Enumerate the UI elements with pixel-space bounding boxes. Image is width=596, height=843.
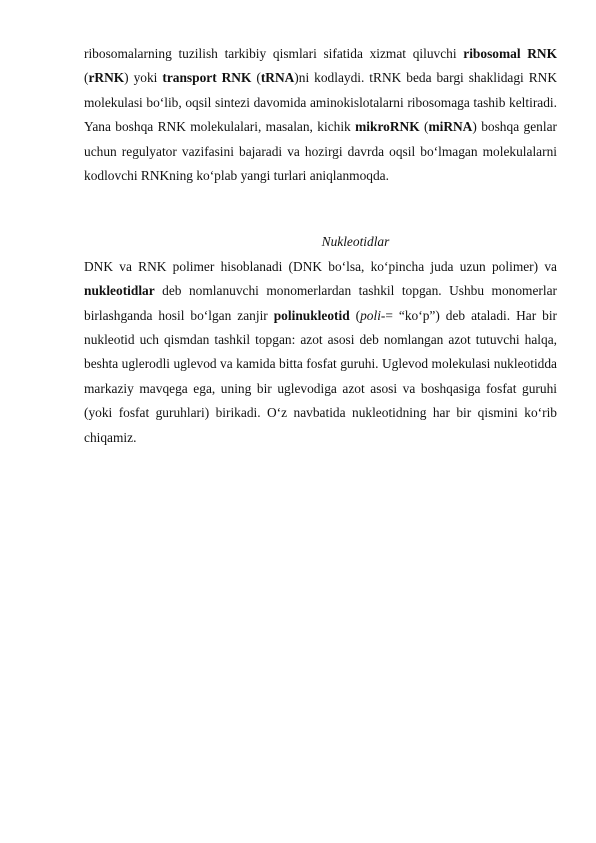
text-run: = “ko‘p”) deb ataladi. Har bir nukleotid uch qismdan tashkil topgan: azot asosi deb nomlangan azot tutuvchi halqa, beshta uglerodli uglevod va kamida bitta fosfat guruhi. Uglevod molekulasi nukleotidda markaziy mavqega ega, uning bir uglevodiga azot asosi va boshqasiga fosfat guruhi (yoki fosfat guruhlari) birikadi. O‘z navbatida nukleotidning har bir qismini ko‘rib chiqamiz. (84, 307, 557, 445)
term-nucleotides: nukleotidlar (84, 283, 155, 299)
text-run: ( (419, 119, 429, 135)
text-run: ( (84, 70, 89, 86)
document-page (84, 42, 557, 450)
text-run: ) boshqa genlar uchun regulyator vazifasini bajaradi va hozirgi davrda oqsil bo‘lmagan molekulalarni kodlovchi RNKning ko‘plab yangi turlari aniqlanmoqda. (84, 119, 557, 184)
term-trna: tRNA (260, 70, 295, 86)
text-run: ribosomalarning tuzilish tarkibiy qismlari sifatida xizmat qiluvchi (84, 46, 464, 61)
term-poli-prefix: poli- (360, 307, 386, 323)
term-polynucleotide: polinukleotid (273, 307, 350, 323)
term-ribosomal-rna: ribosomal RNK (463, 46, 557, 61)
text-run: ( (349, 307, 361, 323)
paragraph-nucleotides (84, 255, 557, 450)
text-run: ) yoki (124, 70, 163, 86)
text-run: )ni kodlaydi. tRNK beda bargi shaklidagi RNK molekulasi bo‘lib, oqsil sintezi davomida aminokislotalarni ribosomaga tashib keltiradi. Yana boshqa RNK molekulalari, masalan, kichik (84, 70, 557, 135)
text-run: DNK va RNK polimer hisoblanadi (DNK bo‘lsa, ko‘pincha juda uzun polimer) va (84, 258, 557, 274)
section-heading: Nukleotidlar (321, 234, 390, 250)
term-mirna: miRNA (428, 119, 473, 135)
text-run: deb nomlanuvchi monomerlardan tashkil topgan. Ushbu monomerlar birlashganda hosil bo‘lgan zanjir (84, 283, 557, 323)
term-rrna: rRNK (88, 70, 125, 86)
term-transport-rna: transport RNK (162, 70, 252, 86)
section-spacer (84, 188, 557, 230)
paragraph-rna-types (84, 42, 557, 188)
text-run: ( (251, 70, 261, 86)
term-microrna: mikroRNK (355, 119, 420, 135)
